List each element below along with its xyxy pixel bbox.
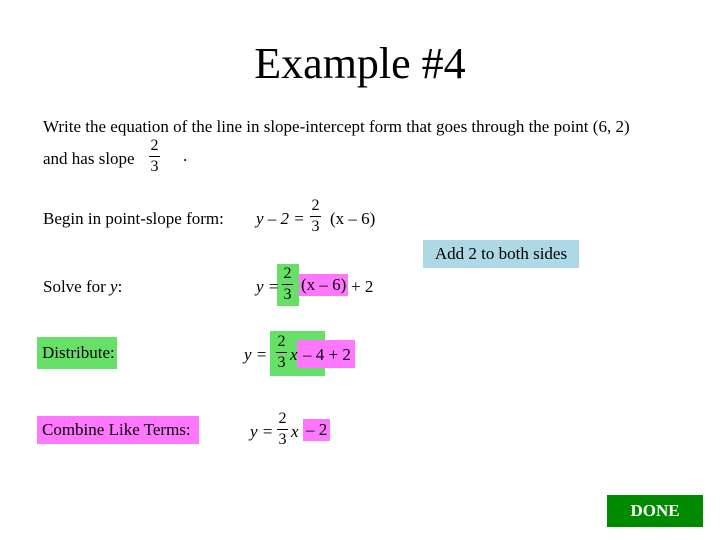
step2-rhs-tail: + 2 bbox=[351, 277, 374, 296]
step4-const: – 2 bbox=[303, 419, 330, 441]
step1-fraction bbox=[310, 198, 321, 235]
step4-fraction bbox=[277, 411, 288, 448]
problem-slope-fraction bbox=[149, 138, 160, 175]
problem-line-2: and has slope bbox=[43, 149, 135, 168]
fraction-bar bbox=[277, 429, 288, 430]
step3-lhs: y = bbox=[244, 345, 268, 364]
step2-label-colon: : bbox=[117, 277, 123, 296]
fraction-numerator: 2 bbox=[278, 410, 287, 427]
step4-x: x bbox=[291, 422, 299, 441]
hint-add-2: Add 2 to both sides bbox=[423, 240, 579, 268]
fraction-numerator: 2 bbox=[311, 197, 320, 214]
fraction-bar bbox=[276, 352, 287, 353]
step1-lhs: y – 2 = bbox=[256, 209, 305, 228]
step4-label: Combine Like Terms: bbox=[37, 416, 199, 444]
step4-lhs: y = bbox=[250, 422, 274, 441]
step3-fraction bbox=[276, 334, 287, 371]
fraction-numerator: 2 bbox=[283, 265, 292, 282]
fraction-denominator: 3 bbox=[311, 218, 320, 235]
fraction-bar bbox=[149, 156, 160, 157]
fraction-denominator: 3 bbox=[278, 431, 287, 448]
fraction-denominator: 3 bbox=[150, 158, 159, 175]
fraction-bar bbox=[282, 284, 293, 285]
step3-x: x bbox=[290, 345, 298, 364]
step1-rhs: (x – 6) bbox=[330, 209, 376, 228]
step2-lhs: y = bbox=[256, 277, 280, 296]
problem-line-1: Write the equation of the line in slope-intercept form that goes through the point (6, 2) bbox=[43, 117, 630, 136]
step2-rhs-paren: (x – 6) bbox=[301, 275, 347, 294]
step3-const: – 4 + 2 bbox=[303, 345, 351, 364]
fraction-numerator: 2 bbox=[150, 137, 159, 154]
step2-label-var: y bbox=[110, 277, 118, 296]
problem-period: . bbox=[183, 146, 188, 165]
fraction-denominator: 3 bbox=[283, 286, 292, 303]
fraction-denominator: 3 bbox=[277, 354, 286, 371]
slide-title: Example #4 bbox=[254, 39, 466, 88]
step2-label-text: Solve for bbox=[43, 277, 111, 296]
step2-fraction bbox=[282, 266, 293, 303]
step3-label: Distribute: bbox=[37, 337, 117, 369]
done-button[interactable]: DONE bbox=[607, 495, 703, 527]
fraction-numerator: 2 bbox=[277, 333, 286, 350]
step1-label: Begin in point-slope form: bbox=[43, 209, 224, 228]
fraction-bar bbox=[310, 216, 321, 217]
step2-label bbox=[43, 277, 122, 297]
